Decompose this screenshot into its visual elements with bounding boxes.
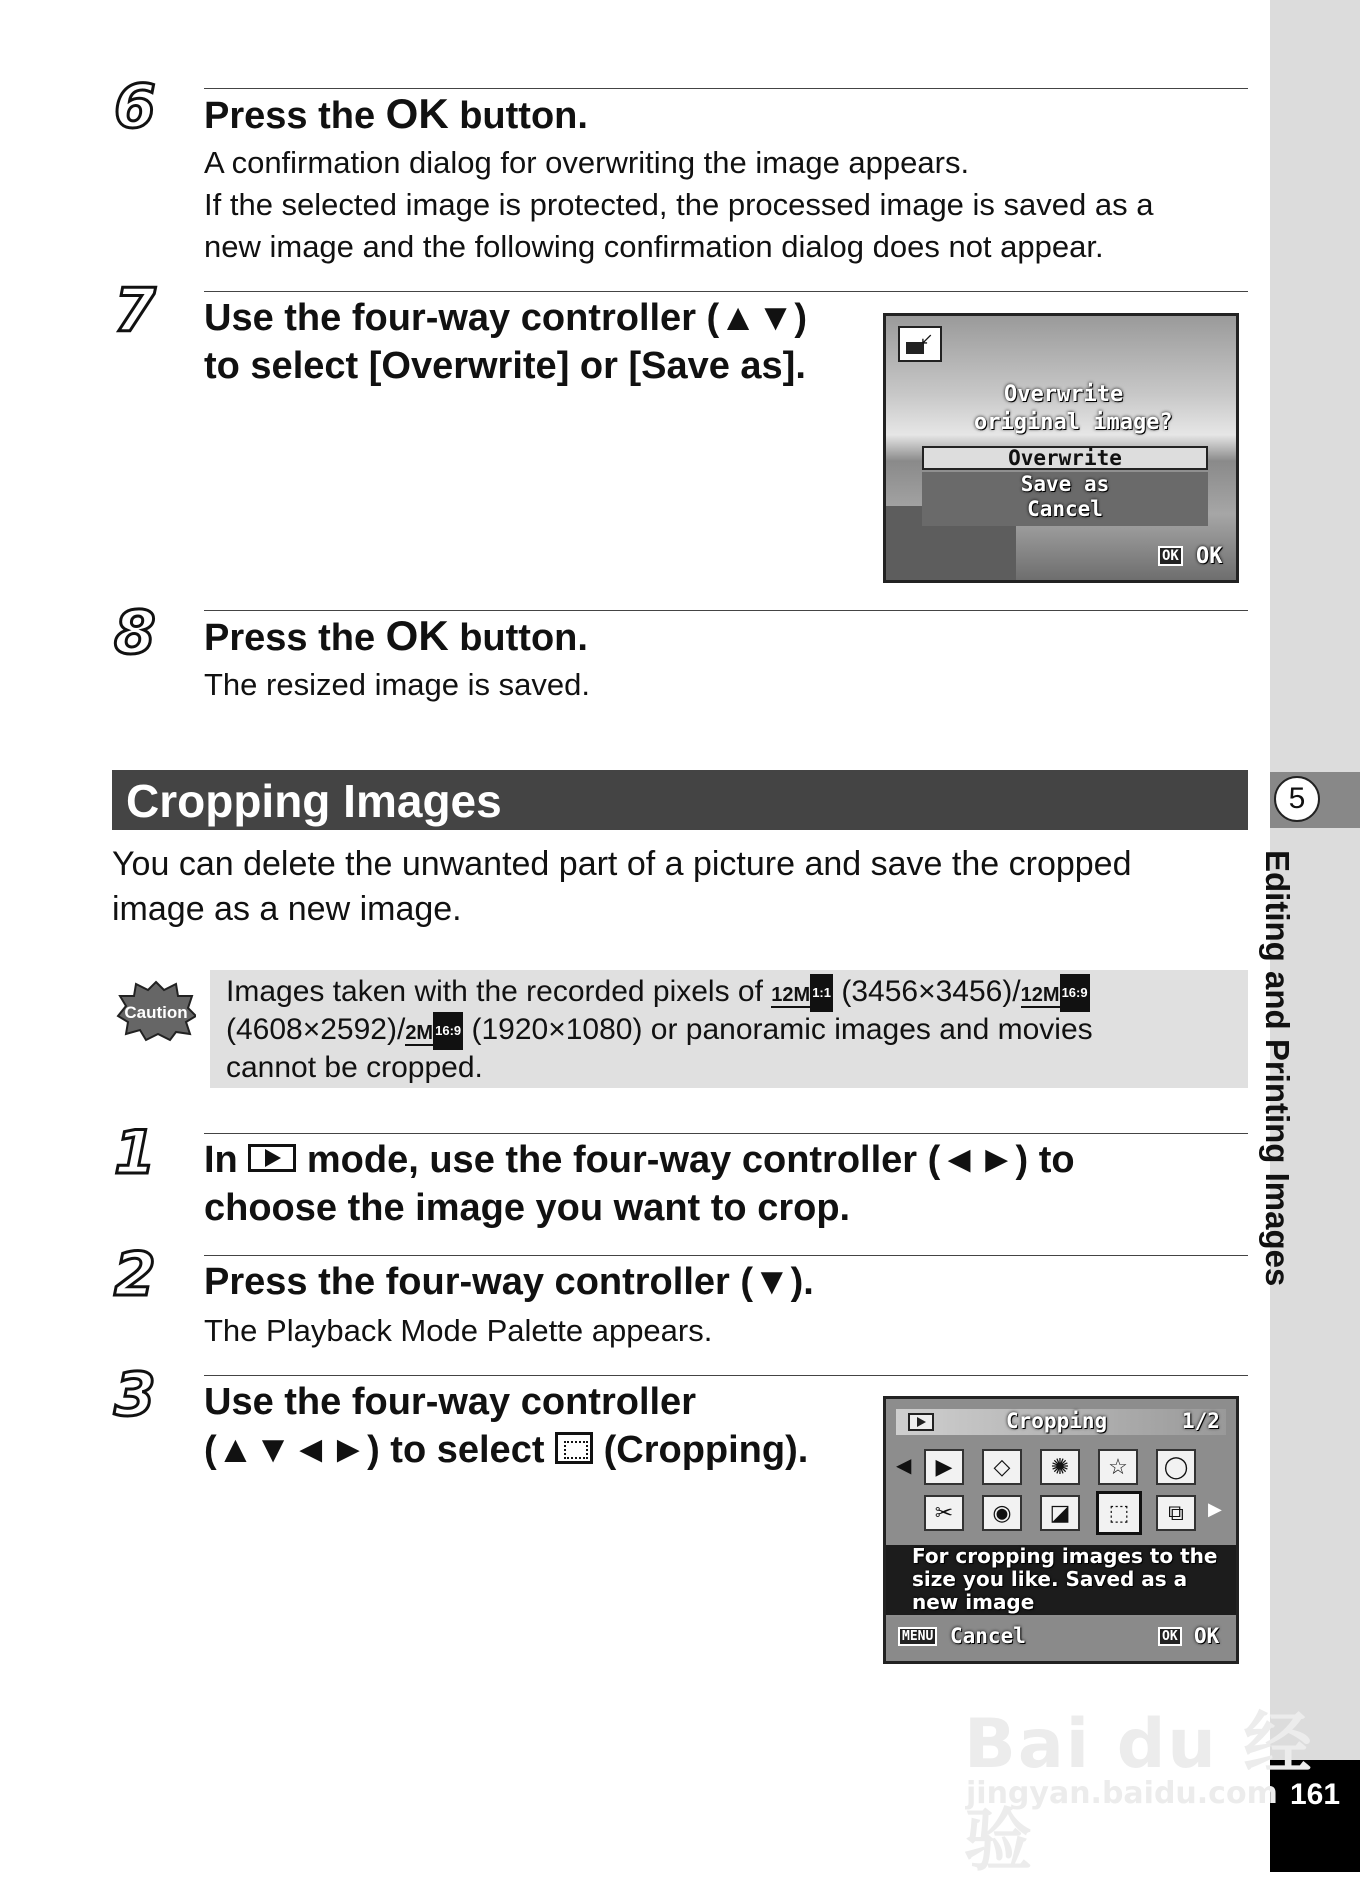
step-number: 6 [114,72,156,142]
step-body: The Playback Mode Palette appears. [204,1313,713,1348]
image-copy-icon[interactable]: ⧉ [1156,1495,1196,1531]
option-save-as[interactable]: Save as [1020,472,1110,496]
ok-key-icon: OK [1158,1627,1182,1646]
palette-description: For cropping images to the size you like. Saved as a new image [912,1544,1218,1614]
step-heading: Press the OK button. [204,612,588,659]
cropping-icon [555,1432,593,1464]
step-heading: Use the four-way controller (▲▼) to select [Overwrite] or [Save as]. [204,297,808,387]
option-cancel[interactable]: Cancel [1027,497,1103,521]
resolution-2m-icon: 2M [405,1022,434,1045]
caution-text: Images taken with the recorded pixels of 12M 1:1 (3456×3456)/12M 16:9 (4608×2592)/2M 16:9 (1920×1080) or panoramic images and movies cannot be cropped. [226,975,1093,1085]
movie-edit-icon[interactable]: ✂ [924,1495,964,1531]
palette-left-arrow[interactable]: ◀ [896,1455,912,1477]
palette-page: 1/2 [1182,1409,1220,1433]
overwrite-dialog-screen [883,313,1239,583]
rotate-icon[interactable]: ◇ [982,1449,1022,1485]
resize-icon[interactable]: ◪ [1040,1495,1080,1531]
resize-icon: ↙ [898,326,942,362]
step-number: 3 [114,1360,156,1430]
cancel-label[interactable]: Cancel [950,1624,1026,1648]
step-heading: Press the OK button. [204,90,588,137]
step-heading: Use the four-way controller (▲▼◄►) to select (Cropping). [204,1381,809,1471]
step-number: 7 [114,276,156,346]
resolution-12m-icon: 12M [771,984,811,1006]
baidu-watermark: Bai du 经验 [964,1705,1314,1881]
step-number: 8 [114,598,156,668]
step-divider [204,88,1248,89]
digital-filter-icon[interactable]: ✺ [1040,1449,1080,1485]
ratio-16-9-icon: 16:9 [1060,974,1090,1012]
resolution-12m-icon: 12M [1020,984,1060,1006]
step-divider [204,1133,1248,1134]
palette-right-arrow[interactable]: ▶ [1208,1499,1222,1519]
svg-text:Caution: Caution [124,1003,188,1022]
step-heading: Press the four-way controller (▼). [204,1261,814,1303]
ratio-1-1-icon: 1:1 [810,974,833,1012]
caution-icon [116,980,196,1042]
section-title: Cropping Images [126,775,502,827]
small-face-filter-icon[interactable]: ◯ [1156,1449,1196,1485]
section-intro: You can delete the unwanted part of a picture and save the cropped image as a new image. [112,845,1132,928]
step-divider [204,610,1248,611]
step-number: 1 [114,1118,156,1188]
playback-mode-icon [248,1144,296,1172]
frame-composite-icon[interactable]: ☆ [1098,1449,1138,1485]
ok-label: OK [1196,544,1223,569]
palette-title: Cropping [1006,1409,1108,1433]
playback-palette-screen [883,1396,1239,1664]
section-header [112,770,1248,830]
step-body: The resized image is saved. [204,667,590,702]
slideshow-icon[interactable]: ▶ [924,1449,964,1485]
step-heading: In mode, use the four-way controller (◄►) to choose the image you want to crop. [204,1139,1075,1229]
ok-button-label: OK [385,90,449,137]
red-eye-edit-icon[interactable]: ◉ [982,1495,1022,1531]
cropping-palette-icon[interactable]: ⬚ [1096,1491,1142,1535]
step-divider [204,1255,1248,1256]
chapter-number: 5 [1274,776,1320,822]
option-overwrite[interactable]: Overwrite [922,446,1208,470]
step-number: 2 [114,1240,156,1310]
ratio-16-9-icon: 16:9 [433,1012,463,1050]
ok-button-label: OK [385,612,449,659]
chapter-title: Editing and Printing Images [1259,850,1296,1287]
dialog-question-line2: original image? [974,410,1173,435]
menu-key-icon: MENU [898,1627,937,1646]
step-divider [204,1375,1248,1376]
playback-icon [908,1413,934,1431]
step-body: A confirmation dialog for overwriting the image appears. If the selected image is protected, the processed image is saved as a new image and the following confirmation dialog does not appear. [204,145,1154,264]
ok-label[interactable]: OK [1194,1624,1220,1648]
page-number: 161 [1270,1760,1360,1872]
ok-key-icon: OK [1158,546,1183,566]
step-divider [204,291,1248,292]
dialog-question-line1: Overwrite [1004,382,1124,407]
palette-footer [886,1617,1236,1661]
baidu-watermark-url: jingyan.baidu.com [966,1776,1278,1811]
